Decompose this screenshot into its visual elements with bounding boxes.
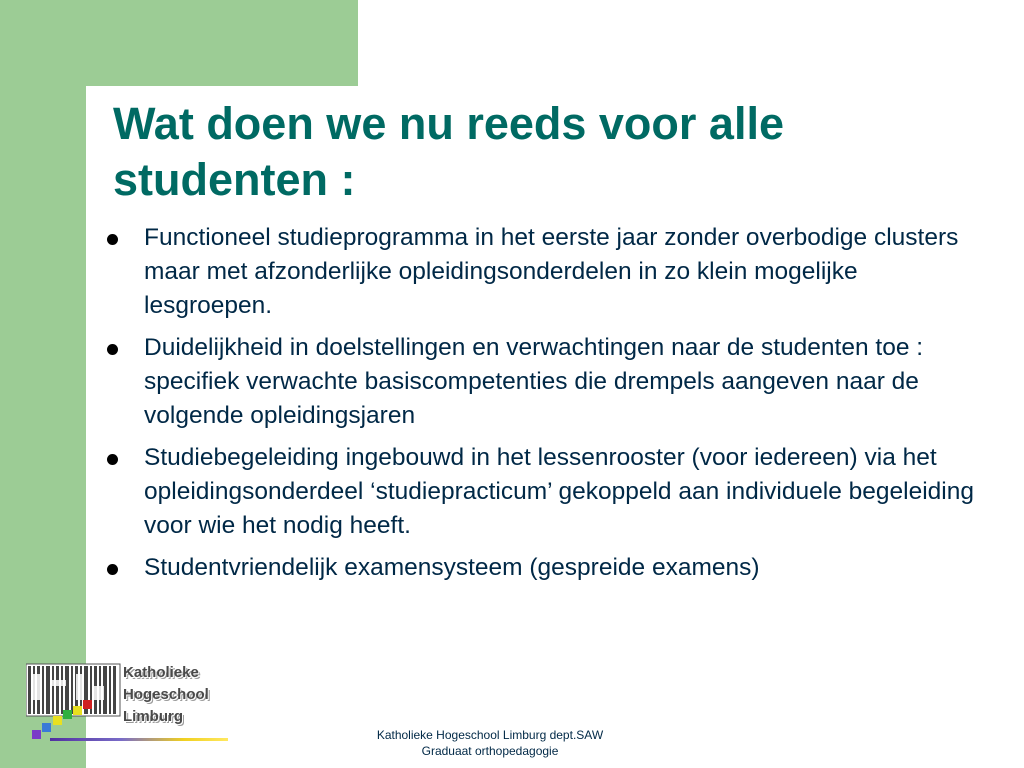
bullet-dot-icon	[107, 454, 118, 465]
top-green-band	[86, 0, 358, 86]
footer	[300, 727, 680, 759]
bullet-dot-icon	[107, 564, 118, 575]
bullet-text: Duidelijkheid in doelstellingen en verwachtingen naar de studenten toe : specifiek verwachte basiscompetenties die drempels aangeven naar de volgende opleidingsjaren	[144, 334, 924, 429]
left-green-band	[0, 0, 86, 768]
bullet-text: Studiebegeleiding ingebouwd in het lessenrooster (voor iedereen) via het opleidingsonderdeel ‘studiepracticum’ gekoppeld aan individuele begeleiding voor wie het nodig heeft.	[144, 444, 974, 539]
logo-line-2: Hogeschool	[123, 686, 209, 703]
bullet-dot-icon	[107, 234, 118, 245]
bullet-dot-icon	[107, 344, 118, 355]
bullet-text: Studentvriendelijk examensysteem (gespreide examens)	[144, 554, 760, 581]
logo-underline	[50, 738, 228, 741]
bullet-item	[100, 441, 980, 543]
bullet-item	[100, 221, 980, 323]
logo-wordmark	[123, 662, 209, 728]
bullet-item	[100, 551, 980, 585]
bullet-list	[100, 221, 980, 593]
bullet-text: Functioneel studieprogramma in het eerste jaar zonder overbodige clusters maar met afzonderlijke opleidingsonderdelen in zo klein mogelijke lesgroepen.	[144, 224, 959, 319]
bullet-item	[100, 331, 980, 433]
logo-line-3: Limburg	[123, 708, 183, 725]
logo-line-1: Katholieke	[123, 664, 199, 681]
slide-title: Wat doen we nu reeds voor alle studenten :	[113, 98, 784, 205]
footer-line-2: Graduaat orthopedagogie	[421, 744, 559, 758]
footer-line-1: Katholieke Hogeschool Limburg dept.SAW	[376, 728, 604, 742]
